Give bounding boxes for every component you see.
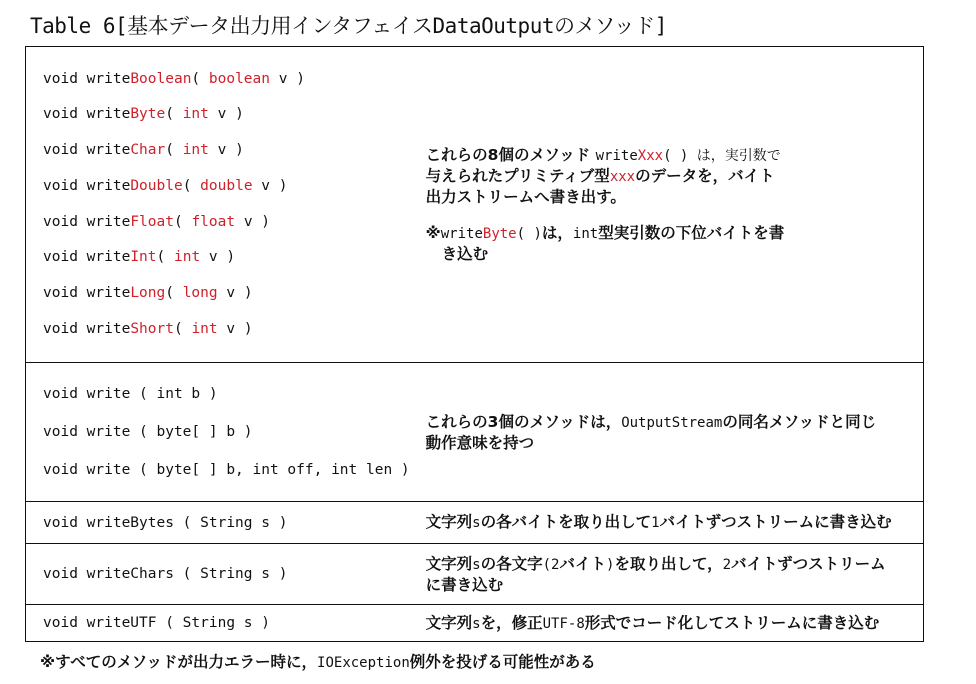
- table-row: [26, 502, 924, 544]
- method-list: [26, 363, 410, 502]
- method-line: void writeBytes ( String s ): [43, 514, 288, 531]
- table-row: [26, 605, 924, 642]
- method-line: void writeFloat( float v ): [43, 213, 271, 230]
- method-line: void writeUTF ( String s ): [43, 615, 270, 631]
- method-line: void writeBoolean( boolean v ): [43, 70, 305, 87]
- method-line: void writeChar( int v ): [43, 142, 244, 159]
- primitive-methods: [43, 62, 410, 348]
- desc-note: ※writeByte( )は，int型実引数の下位バイトを書: [425, 224, 785, 242]
- desc-line: 与えられたプリミティブ型xxxのデータを，バイト: [425, 167, 775, 185]
- method-description: [410, 363, 924, 502]
- method-line: void writeLong( long v ): [43, 284, 253, 301]
- table-title: Table 6[基本データ出力用インタフェイスDataOutputのメソッド]: [30, 14, 667, 38]
- table-row: [26, 47, 924, 363]
- method-table: [25, 46, 924, 642]
- method-line: void writeInt( int v ): [43, 249, 236, 266]
- method-line: void writeDouble( double v ): [43, 177, 288, 194]
- method-description: 文字列sを，修正UTF-8形式でコード化してストリームに書き込む: [410, 605, 924, 642]
- method-line: void writeChars ( String s ): [43, 566, 288, 582]
- method-line: void write ( byte[ ] b ): [43, 424, 253, 440]
- write-methods: [43, 375, 410, 489]
- method-description: [410, 544, 924, 605]
- method-line: void write ( byte[ ] b, int off, int len ): [43, 462, 410, 478]
- method-description: [410, 47, 924, 363]
- desc-note: き込む: [441, 245, 489, 263]
- desc-line: に書き込む: [425, 575, 504, 594]
- method-line: void writeShort( int v ): [43, 320, 253, 337]
- method-list: [26, 47, 410, 363]
- table-row: [26, 363, 924, 502]
- method-description: 文字列sの各バイトを取り出して1バイトずつストリームに書き込む: [410, 502, 924, 544]
- method-line: void writeByte( int v ): [43, 106, 244, 123]
- method-line: void write ( int b ): [43, 386, 218, 402]
- footnote: ※すべてのメソッドが出力エラー時に，IOException例外を投げる可能性がある: [40, 653, 596, 671]
- method-signature: [26, 502, 410, 544]
- table-row: [26, 544, 924, 605]
- desc-line: 動作意味を持つ: [425, 433, 535, 452]
- desc-line: これらの3個のメソッドは，OutputStreamの同名メソッドと同じ: [425, 412, 877, 431]
- method-signature: [26, 544, 410, 605]
- method-signature: [26, 605, 410, 642]
- desc-line: 出力ストリームへ書き出す。: [425, 188, 626, 206]
- desc-line: 文字列sの各文字(2バイト)を取り出して，2バイトずつストリーム: [425, 554, 886, 573]
- desc-line: これらの8個のメソッド writeXxx( ) は，実引数で: [425, 146, 781, 164]
